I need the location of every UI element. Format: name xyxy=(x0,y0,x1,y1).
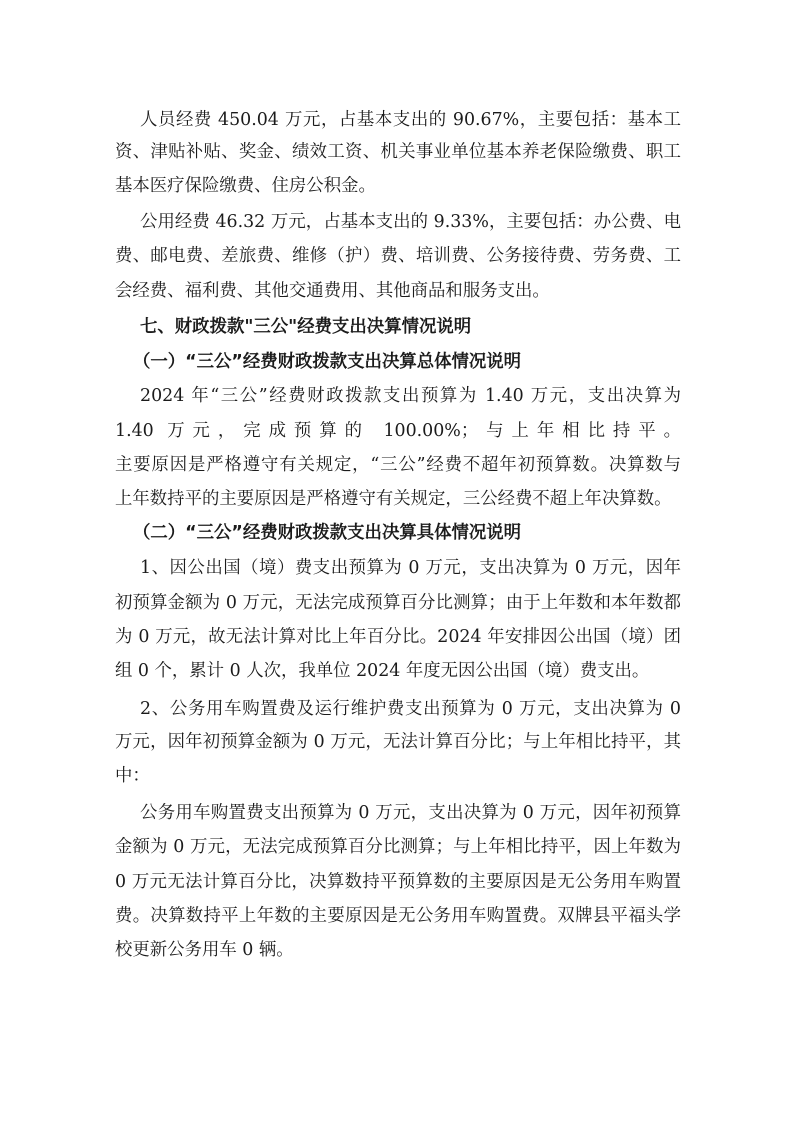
paragraph-7-line-1: 1、因公出国（境）费支出预算为 0 万元，支出决算为 0 万元，因年 xyxy=(140,558,681,578)
paragraph-5-line-2: 1.40 万元，完成预算的 100.00%；与上年相比持平。 xyxy=(115,421,681,441)
paragraph-7-line-3: 为 0 万元，故无法计算对比上年百分比。2024 年安排因公出国（境）团 xyxy=(115,627,681,647)
subsection-heading: （二）“三公”经费财政拨款支出决算具体情况说明 xyxy=(133,523,522,543)
paragraph-1-line-3: 基本医疗保险缴费、住房公积金。 xyxy=(115,176,376,196)
paragraph-8-line-1: 2、公务用车购置费及运行维护费支出预算为 0 万元，支出决算为 0 xyxy=(140,699,681,719)
subsection-heading: （一）“三公”经费财政拨款支出决算总体情况说明 xyxy=(133,352,522,372)
paragraph-9-line-4: 费。决算数持平上年数的主要原因是无公务用车购置费。双牌县平福头学 xyxy=(115,906,681,926)
section-heading: 七、财政拨款"三公"经费支出决算情况说明 xyxy=(140,317,472,337)
paragraph-2-line-2: 费、邮电费、差旅费、维修（护）费、培训费、公务接待费、劳务费、工 xyxy=(115,246,681,266)
paragraph-7-line-2: 初预算金额为 0 万元，无法完成预算百分比测算；由于上年数和本年数都 xyxy=(115,593,681,613)
paragraph-9-line-1: 公务用车购置费支出预算为 0 万元，支出决算为 0 万元，因年初预算 xyxy=(140,803,681,823)
paragraph-1-line-2: 资、津贴补贴、奖金、绩效工资、机关事业单位基本养老保险缴费、职工 xyxy=(115,142,681,162)
paragraph-9-line-3: 0 万元无法计算百分比，决算数持平预算数的主要原因是无公务用车购置 xyxy=(115,872,681,892)
paragraph-1-line-1: 人员经费 450.04 万元，占基本支出的 90.67%，主要包括：基本工 xyxy=(140,110,681,130)
paragraph-5-line-4: 上年数持平的主要原因是严格遵守有关规定，三公经费不超上年决算数。 xyxy=(115,489,672,509)
paragraph-2-line-3: 会经费、福利费、其他交通费用、其他商品和服务支出。 xyxy=(115,281,550,301)
paragraph-5-line-3: 主要原因是严格遵守有关规定，“三公”经费不超年初预算数。决算数与 xyxy=(115,455,681,475)
paragraph-2-line-1: 公用经费 46.32 万元，占基本支出的 9.33%，主要包括：办公费、电 xyxy=(140,212,681,232)
paragraph-8-line-2: 万元，因年初预算金额为 0 万元，无法计算百分比；与上年相比持平，其 xyxy=(115,732,681,752)
paragraph-9-line-5: 校更新公务用车 0 辆。 xyxy=(115,940,294,960)
paragraph-5-line-1: 2024 年“三公”经费财政拨款支出预算为 1.40 万元，支出决算为 xyxy=(140,386,681,406)
paragraph-7-line-4: 组 0 个，累计 0 人次，我单位 2024 年度无因公出国（境）费支出。 xyxy=(115,661,650,681)
paragraph-9-line-2: 金额为 0 万元，无法完成预算百分比测算；与上年相比持平，因上年数为 xyxy=(115,837,681,857)
paragraph-8-line-3: 中： xyxy=(115,766,150,786)
